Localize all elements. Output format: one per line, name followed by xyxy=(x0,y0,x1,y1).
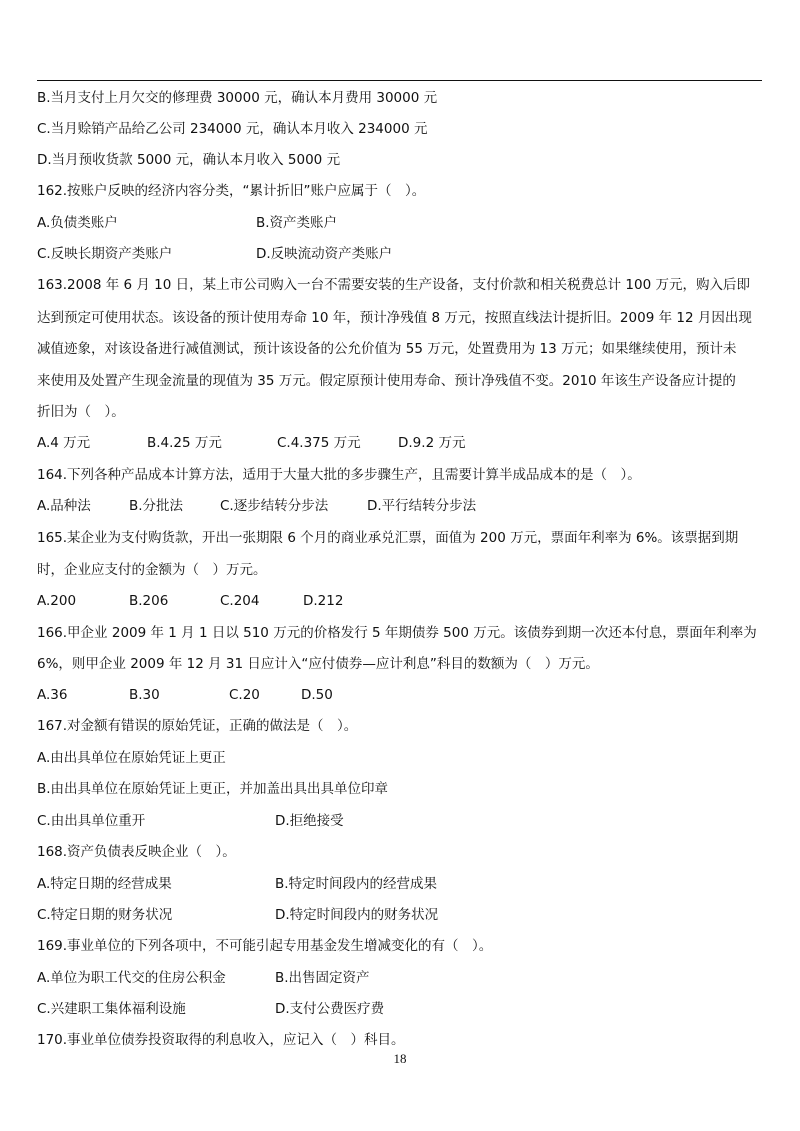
q165-stem-line2: 时，企业应支付的金额为（ ）万元。 xyxy=(37,562,267,578)
q165-option-c: C.204 xyxy=(220,593,260,609)
q162-stem: 162.按账户反映的经济内容分类，“累计折旧”账户应属于（ ）。 xyxy=(37,183,426,199)
q166-option-d: D.50 xyxy=(301,687,333,703)
q170-stem: 170.事业单位债券投资取得的利息收入，应记入（ ）科目。 xyxy=(37,1032,405,1048)
q168-option-a: A.特定日期的经营成果 xyxy=(37,876,172,892)
q162-option-c: C.反映长期资产类账户 xyxy=(37,246,173,262)
q167-stem: 167.对金额有错误的原始凭证，正确的做法是（ ）。 xyxy=(37,718,358,734)
q167-option-b: B.由出具单位在原始凭证上更正，并加盖出具出具单位印章 xyxy=(37,781,389,797)
q168-stem: 168.资产负债表反映企业（ ）。 xyxy=(37,844,236,860)
q161-option-c: C.当月赊销产品给乙公司 234000 元，确认本月收入 234000 元 xyxy=(37,121,428,137)
q167-option-a: A.由出具单位在原始凭证上更正 xyxy=(37,750,226,766)
q167-option-c: C.由出具单位重开 xyxy=(37,813,146,829)
q165-stem-line1: 165.某企业为支付购货款，开出一张期限 6 个月的商业承兑汇票，面值为 200 万元，票面年利率为 6%。该票据到期 xyxy=(37,530,739,546)
q168-option-b: B.特定时间段内的经营成果 xyxy=(275,876,438,892)
page-number: 18 xyxy=(393,1051,407,1066)
q166-stem-line2: 6%，则甲企业 2009 年 12 月 31 日应计入“应付债券—应计利息”科目的数额为（ ）万元。 xyxy=(37,656,599,672)
q164-option-d: D.平行结转分步法 xyxy=(367,498,477,514)
q163-stem-line2: 达到预定可使用状态。该设备的预计使用寿命 10 年，预计净残值 8 万元，按照直线法计提折旧。2009 年 12 月因出现 xyxy=(37,310,752,326)
q167-option-d: D.拒绝接受 xyxy=(275,813,344,829)
q163-option-d: D.9.2 万元 xyxy=(398,435,466,451)
q161-option-d: D.当月预收货款 5000 元，确认本月收入 5000 元 xyxy=(37,152,341,168)
q169-option-a: A.单位为职工代交的住房公积金 xyxy=(37,970,226,986)
q165-option-b: B.206 xyxy=(129,593,169,609)
q162-option-b: B.资产类账户 xyxy=(256,215,338,231)
q163-stem-line5: 折旧为（ ）。 xyxy=(37,404,125,420)
q168-option-c: C.特定日期的财务状况 xyxy=(37,907,173,923)
header-rule xyxy=(37,80,762,81)
q163-stem-line1: 163.2008 年 6 月 10 日，某上市公司购入一台不需要安装的生产设备，支付价款和相关税费总计 100 万元，购入后即 xyxy=(37,277,750,293)
q169-option-b: B.出售固定资产 xyxy=(275,970,370,986)
q165-option-d: D.212 xyxy=(303,593,344,609)
q169-option-d: D.支付公费医疗费 xyxy=(275,1001,385,1017)
q166-option-a: A.36 xyxy=(37,687,68,703)
q166-option-c: C.20 xyxy=(229,687,260,703)
q164-stem: 164.下列各种产品成本计算方法，适用于大量大批的多步骤生产，且需要计算半成品成本的是（ ）。 xyxy=(37,467,641,483)
q163-stem-line3: 减值迹象，对该设备进行减值测试，预计该设备的公允价值为 55 万元，处置费用为 13 万元；如果继续使用，预计未 xyxy=(37,341,737,357)
q161-option-b: B.当月支付上月欠交的修理费 30000 元，确认本月费用 30000 元 xyxy=(37,90,438,106)
q163-option-a: A.4 万元 xyxy=(37,435,91,451)
q163-option-b: B.4.25 万元 xyxy=(147,435,222,451)
q165-option-a: A.200 xyxy=(37,593,77,609)
q164-option-c: C.逐步结转分步法 xyxy=(220,498,329,514)
q164-option-b: B.分批法 xyxy=(129,498,184,514)
q162-option-d: D.反映流动资产类账户 xyxy=(256,246,393,262)
q168-option-d: D.特定时间段内的财务状况 xyxy=(275,907,439,923)
q166-option-b: B.30 xyxy=(129,687,160,703)
q164-option-a: A.品种法 xyxy=(37,498,91,514)
q166-stem-line1: 166.甲企业 2009 年 1 月 1 日以 510 万元的价格发行 5 年期债券 500 万元。该债券到期一次还本付息，票面年利率为 xyxy=(37,625,757,641)
q169-stem: 169.事业单位的下列各项中，不可能引起专用基金发生增减变化的有（ ）。 xyxy=(37,938,493,954)
q163-option-c: C.4.375 万元 xyxy=(277,435,361,451)
q169-option-c: C.兴建职工集体福利设施 xyxy=(37,1001,186,1017)
q162-option-a: A.负债类账户 xyxy=(37,215,118,231)
q163-stem-line4: 来使用及处置产生现金流量的现值为 35 万元。假定原预计使用寿命、预计净残值不变。2010 年该生产设备应计提的 xyxy=(37,373,736,389)
